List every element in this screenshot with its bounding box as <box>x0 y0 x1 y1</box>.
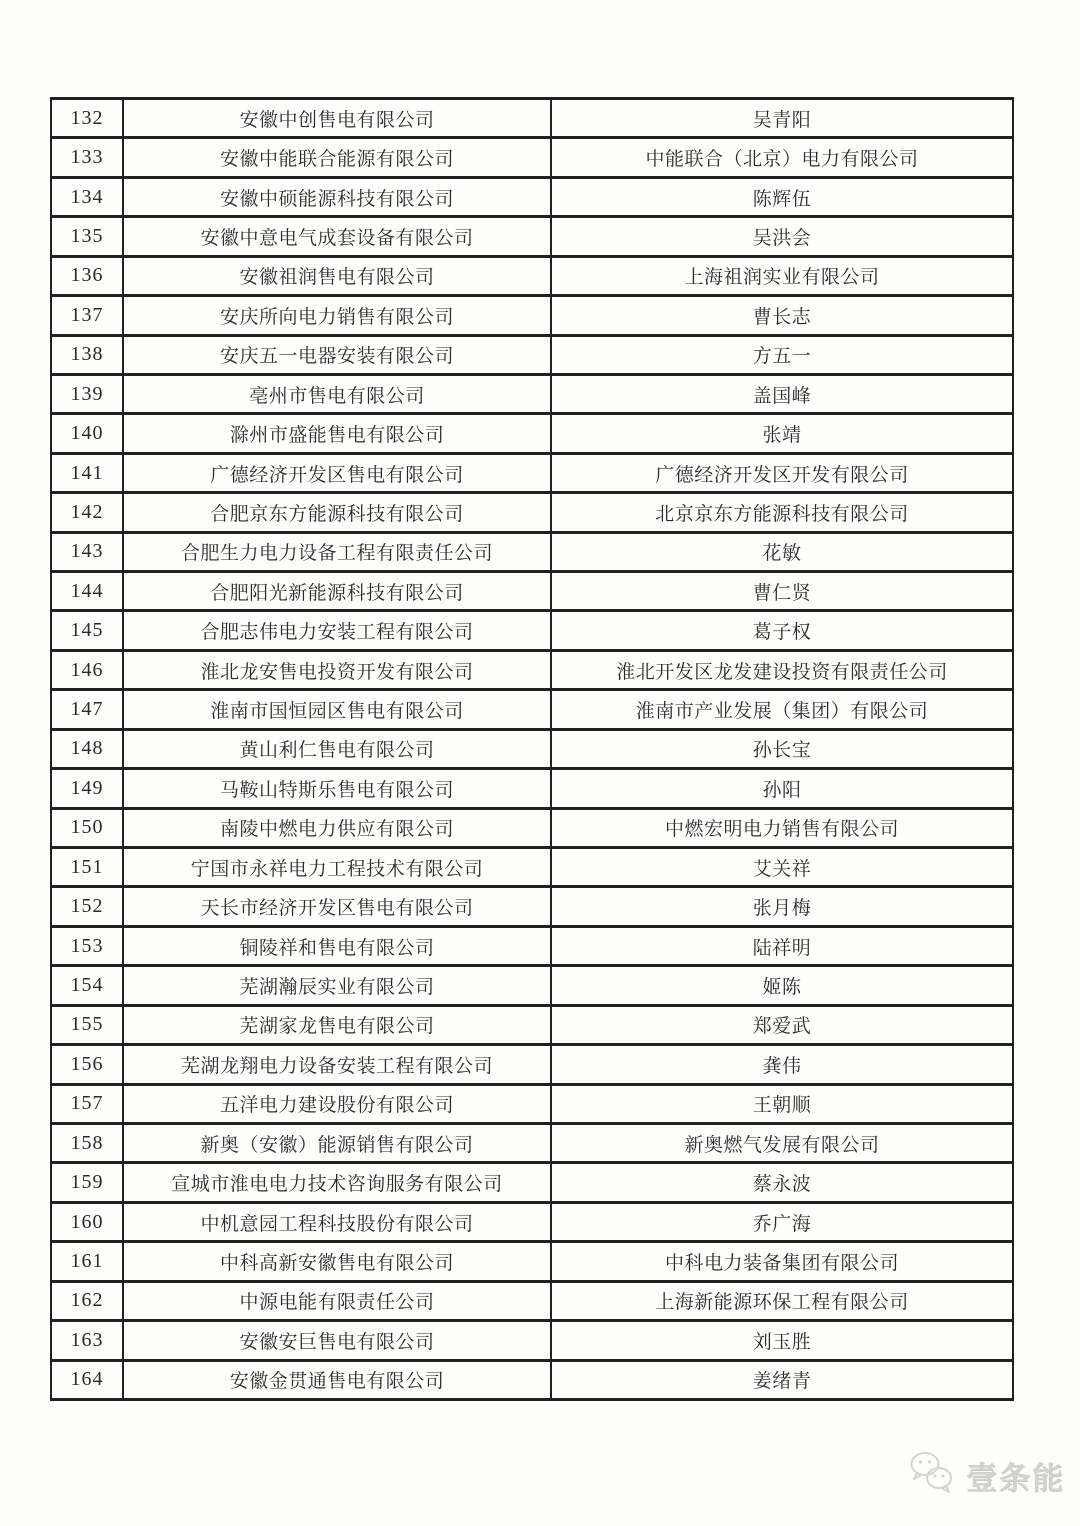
company-name: 天长市经济开发区售电有限公司 <box>123 887 551 926</box>
row-number: 158 <box>51 1123 123 1162</box>
table-row <box>51 926 1013 965</box>
row-number: 160 <box>51 1202 123 1241</box>
table-row <box>51 1242 1013 1281</box>
row-number: 146 <box>51 650 123 689</box>
table-row <box>51 1360 1013 1400</box>
row-number: 151 <box>51 848 123 887</box>
representative-name: 张月梅 <box>551 887 1013 926</box>
representative-name: 吴洪会 <box>551 217 1013 256</box>
representative-name: 曹仁贤 <box>551 572 1013 611</box>
representative-name: 上海新能源环保工程有限公司 <box>551 1281 1013 1320</box>
table-row <box>51 374 1013 413</box>
company-name: 合肥阳光新能源科技有限公司 <box>123 572 551 611</box>
company-name: 滁州市盛能售电有限公司 <box>123 414 551 453</box>
table-row <box>51 1281 1013 1320</box>
table-row <box>51 769 1013 808</box>
company-name: 安徽金贯通售电有限公司 <box>123 1360 551 1400</box>
company-name: 马鞍山特斯乐售电有限公司 <box>123 769 551 808</box>
wechat-icon <box>908 1450 960 1501</box>
representative-name: 北京京东方能源科技有限公司 <box>551 493 1013 532</box>
representative-name: 淮北开发区龙发建设投资有限责任公司 <box>551 650 1013 689</box>
table-row <box>51 493 1013 532</box>
representative-name: 乔广海 <box>551 1202 1013 1241</box>
row-number: 154 <box>51 966 123 1005</box>
representative-name: 中科电力装备集团有限公司 <box>551 1242 1013 1281</box>
representative-name: 艾关祥 <box>551 848 1013 887</box>
company-name: 南陵中燃电力供应有限公司 <box>123 808 551 847</box>
row-number: 137 <box>51 296 123 335</box>
table-row <box>51 887 1013 926</box>
company-table <box>50 97 1014 1401</box>
watermark-label: 壹条能 <box>966 1461 1065 1496</box>
company-name: 合肥生力电力设备工程有限责任公司 <box>123 532 551 571</box>
table-row <box>51 1084 1013 1123</box>
representative-name: 广德经济开发区开发有限公司 <box>551 453 1013 492</box>
company-name: 五洋电力建设股份有限公司 <box>123 1084 551 1123</box>
row-number: 163 <box>51 1321 123 1360</box>
table-row <box>51 808 1013 847</box>
row-number: 155 <box>51 1005 123 1044</box>
company-name: 安徽中能联合能源有限公司 <box>123 138 551 177</box>
representative-name: 郑爱武 <box>551 1005 1013 1044</box>
table-row <box>51 690 1013 729</box>
company-name: 芜湖家龙售电有限公司 <box>123 1005 551 1044</box>
table-row <box>51 848 1013 887</box>
company-name: 安徽安巨售电有限公司 <box>123 1321 551 1360</box>
row-number: 145 <box>51 611 123 650</box>
watermark <box>908 1450 1065 1501</box>
table-row <box>51 650 1013 689</box>
company-name: 宁国市永祥电力工程技术有限公司 <box>123 848 551 887</box>
representative-name: 淮南市产业发展（集团）有限公司 <box>551 690 1013 729</box>
row-number: 153 <box>51 926 123 965</box>
row-number: 135 <box>51 217 123 256</box>
representative-name: 曹长志 <box>551 296 1013 335</box>
representative-name: 姜绪青 <box>551 1360 1013 1400</box>
company-name: 安庆五一电器安装有限公司 <box>123 335 551 374</box>
table-row <box>51 138 1013 177</box>
company-name: 淮南市国恒园区售电有限公司 <box>123 690 551 729</box>
row-number: 143 <box>51 532 123 571</box>
company-name: 新奥（安徽）能源销售有限公司 <box>123 1123 551 1162</box>
representative-name: 孙阳 <box>551 769 1013 808</box>
representative-name: 陈辉伍 <box>551 177 1013 216</box>
representative-name: 龚伟 <box>551 1045 1013 1084</box>
company-name: 亳州市售电有限公司 <box>123 374 551 413</box>
representative-name: 蔡永波 <box>551 1163 1013 1202</box>
representative-name: 孙长宝 <box>551 729 1013 768</box>
row-number: 161 <box>51 1242 123 1281</box>
table-row <box>51 1321 1013 1360</box>
representative-name: 王朝顺 <box>551 1084 1013 1123</box>
representative-name: 葛子权 <box>551 611 1013 650</box>
representative-name: 中能联合（北京）电力有限公司 <box>551 138 1013 177</box>
row-number: 142 <box>51 493 123 532</box>
table-row <box>51 296 1013 335</box>
row-number: 157 <box>51 1084 123 1123</box>
representative-name: 陆祥明 <box>551 926 1013 965</box>
representative-name: 新奥燃气发展有限公司 <box>551 1123 1013 1162</box>
row-number: 133 <box>51 138 123 177</box>
representative-name: 吴青阳 <box>551 99 1013 138</box>
company-name: 中机意园工程科技股份有限公司 <box>123 1202 551 1241</box>
company-name: 芜湖龙翔电力设备安装工程有限公司 <box>123 1045 551 1084</box>
company-name: 安徽中创售电有限公司 <box>123 99 551 138</box>
row-number: 150 <box>51 808 123 847</box>
representative-name: 上海祖润实业有限公司 <box>551 256 1013 295</box>
row-number: 140 <box>51 414 123 453</box>
table-row <box>51 217 1013 256</box>
row-number: 144 <box>51 572 123 611</box>
company-name: 芜湖瀚辰实业有限公司 <box>123 966 551 1005</box>
row-number: 159 <box>51 1163 123 1202</box>
representative-name: 刘玉胜 <box>551 1321 1013 1360</box>
table-row <box>51 99 1013 138</box>
row-number: 148 <box>51 729 123 768</box>
row-number: 156 <box>51 1045 123 1084</box>
representative-name: 方五一 <box>551 335 1013 374</box>
table-row <box>51 1005 1013 1044</box>
table-row <box>51 532 1013 571</box>
representative-name: 中燃宏明电力销售有限公司 <box>551 808 1013 847</box>
company-name: 宣城市淮电电力技术咨询服务有限公司 <box>123 1163 551 1202</box>
company-name: 安庆所向电力销售有限公司 <box>123 296 551 335</box>
row-number: 147 <box>51 690 123 729</box>
representative-name: 姬陈 <box>551 966 1013 1005</box>
company-name: 铜陵祥和售电有限公司 <box>123 926 551 965</box>
table-row <box>51 256 1013 295</box>
company-name: 中科高新安徽售电有限公司 <box>123 1242 551 1281</box>
company-table-body <box>51 99 1013 1400</box>
company-name: 中源电能有限责任公司 <box>123 1281 551 1320</box>
table-row <box>51 177 1013 216</box>
table-row <box>51 729 1013 768</box>
table-row <box>51 966 1013 1005</box>
table-row <box>51 1163 1013 1202</box>
table-row <box>51 572 1013 611</box>
row-number: 138 <box>51 335 123 374</box>
table-row <box>51 611 1013 650</box>
row-number: 141 <box>51 453 123 492</box>
representative-name: 盖国峰 <box>551 374 1013 413</box>
company-name: 安徽中硕能源科技有限公司 <box>123 177 551 216</box>
company-name: 淮北龙安售电投资开发有限公司 <box>123 650 551 689</box>
table-row <box>51 1045 1013 1084</box>
row-number: 136 <box>51 256 123 295</box>
table-row <box>51 335 1013 374</box>
representative-name: 花敏 <box>551 532 1013 571</box>
row-number: 164 <box>51 1360 123 1400</box>
row-number: 162 <box>51 1281 123 1320</box>
table-row <box>51 453 1013 492</box>
company-name: 黄山利仁售电有限公司 <box>123 729 551 768</box>
table-row <box>51 1202 1013 1241</box>
representative-name: 张靖 <box>551 414 1013 453</box>
company-name: 合肥京东方能源科技有限公司 <box>123 493 551 532</box>
company-name: 合肥志伟电力安装工程有限公司 <box>123 611 551 650</box>
company-name: 广德经济开发区售电有限公司 <box>123 453 551 492</box>
company-name: 安徽中意电气成套设备有限公司 <box>123 217 551 256</box>
company-name: 安徽祖润售电有限公司 <box>123 256 551 295</box>
table-row <box>51 414 1013 453</box>
row-number: 132 <box>51 99 123 138</box>
row-number: 152 <box>51 887 123 926</box>
row-number: 139 <box>51 374 123 413</box>
row-number: 134 <box>51 177 123 216</box>
table-row <box>51 1123 1013 1162</box>
row-number: 149 <box>51 769 123 808</box>
